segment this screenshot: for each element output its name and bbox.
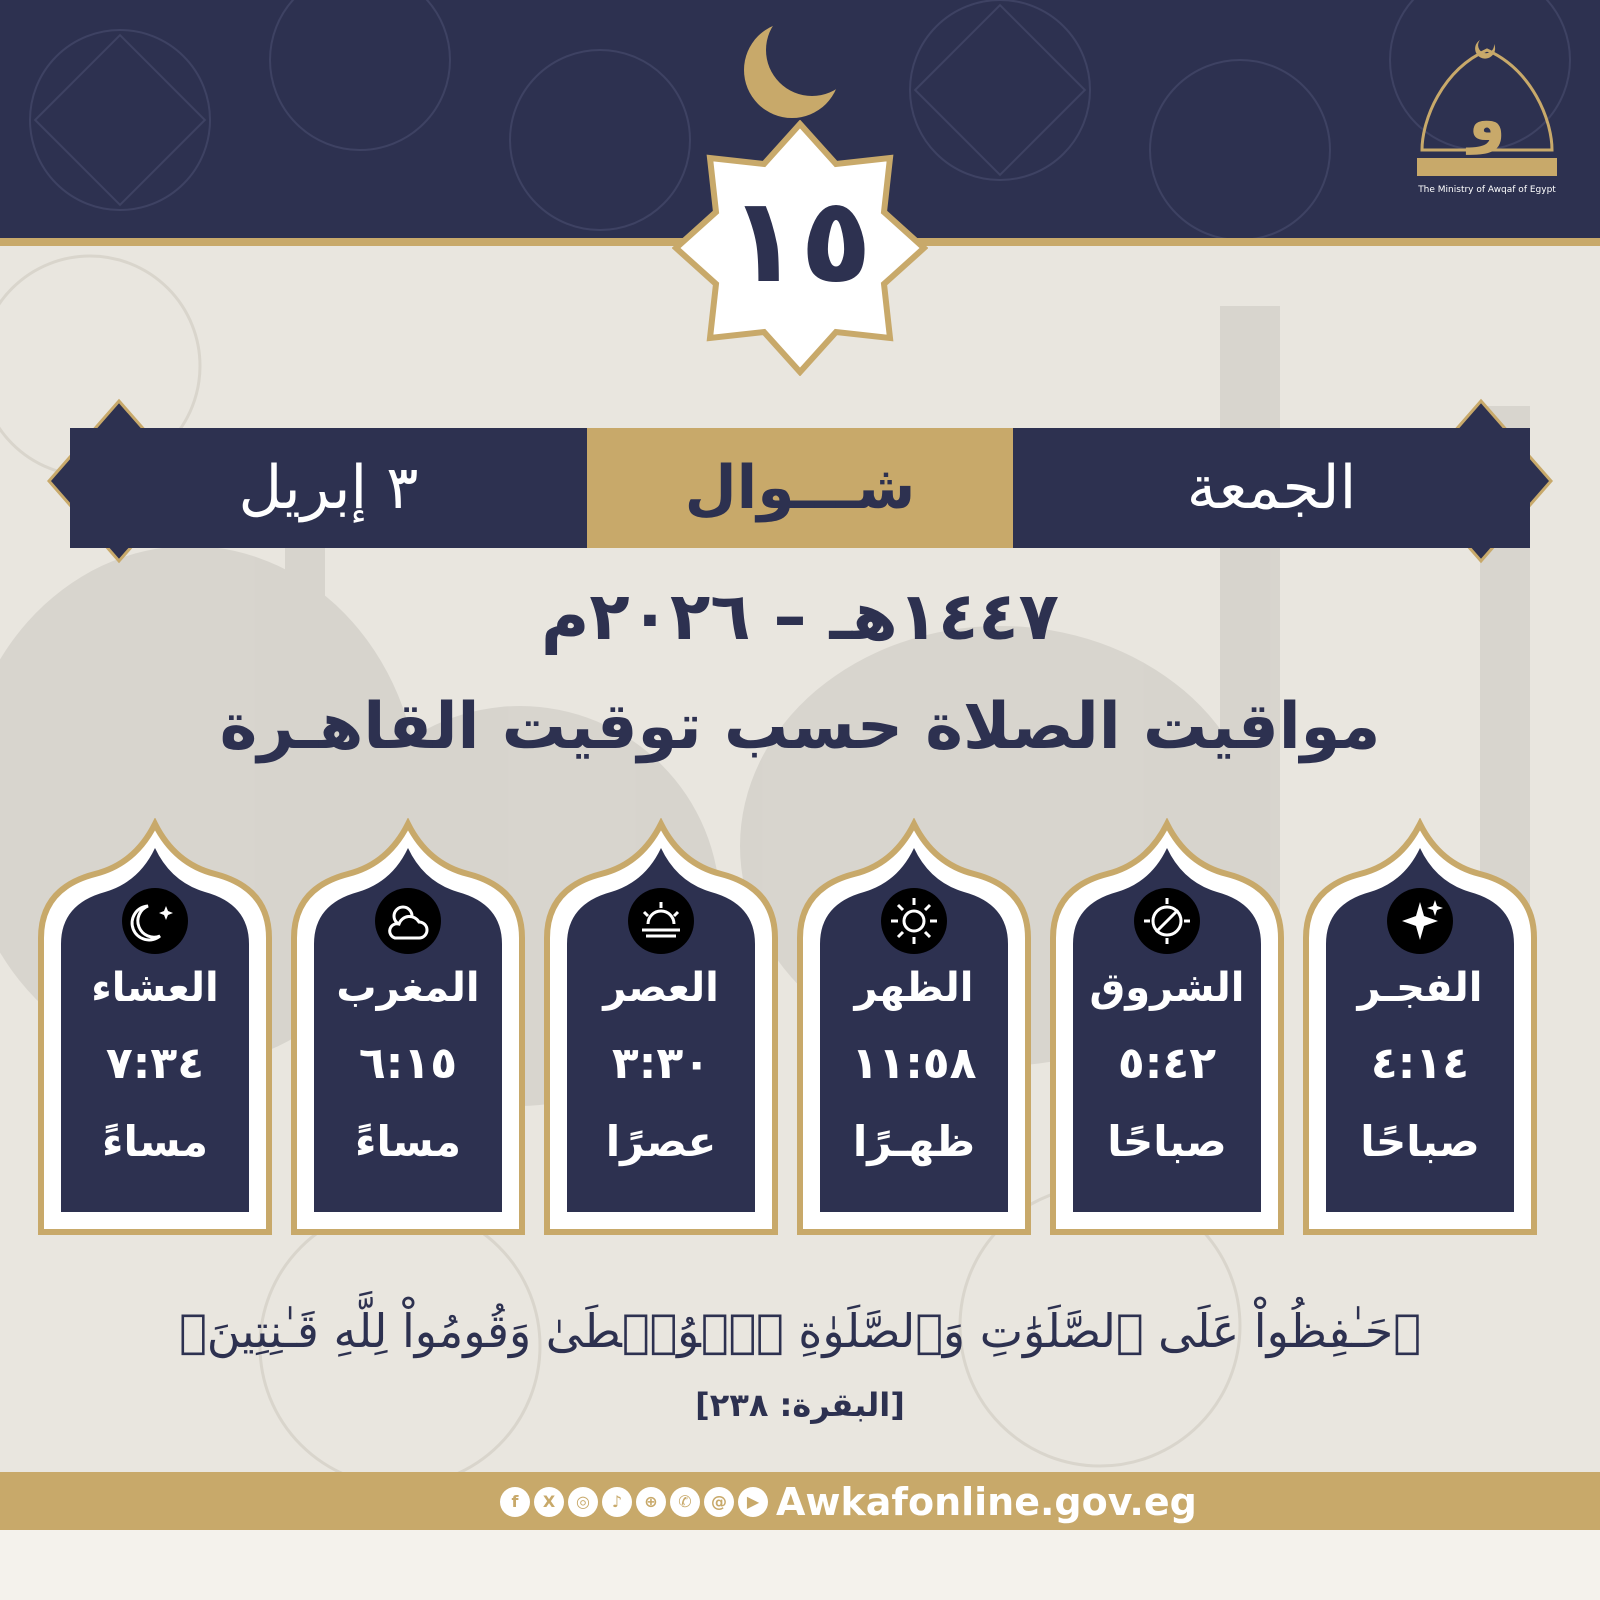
prayer-period: صباحًا: [1107, 1117, 1227, 1166]
web-icon[interactable]: ⊕: [636, 1487, 666, 1517]
svg-text:و: و: [1468, 85, 1506, 155]
prayer-period: عصرًا: [605, 1117, 717, 1166]
website-link[interactable]: Awkafonline.gov.eg: [776, 1480, 1197, 1524]
prayer-card: [35, 818, 275, 1238]
gregorian-date-box: [70, 428, 587, 548]
sunrise-icon: [1134, 888, 1200, 954]
social-bar: [500, 1482, 1197, 1522]
prayer-period: صباحًا: [1360, 1117, 1480, 1166]
prayer-card: [541, 818, 781, 1238]
prayer-name: العشاء: [91, 965, 219, 1011]
prayer-time: ٤:١٤: [1370, 1038, 1470, 1089]
day-number: ١٥: [727, 171, 873, 309]
card-frame: [288, 818, 528, 1238]
prayer-card: [288, 818, 528, 1238]
card-frame: [794, 818, 1034, 1238]
facebook-icon[interactable]: f: [500, 1487, 530, 1517]
youtube-icon[interactable]: ▶: [738, 1487, 768, 1517]
prayer-period: ظهـرًا: [852, 1117, 976, 1166]
whatsapp-icon[interactable]: ✆: [670, 1487, 700, 1517]
verse-reference: [البقرة: ٢٣٨]: [695, 1386, 905, 1424]
prayer-name: المغرب: [336, 965, 480, 1011]
crescent-icon: [740, 12, 860, 122]
stars-icon: [1387, 888, 1453, 954]
sunset-icon: [628, 888, 694, 954]
prayer-card: [1300, 818, 1540, 1238]
hijri-month: شـــوال: [684, 453, 916, 523]
hijri-month-box: [587, 428, 1013, 548]
prayer-time: ٧:٣٤: [105, 1038, 205, 1089]
sun-icon: [881, 888, 947, 954]
prayer-name: الظهر: [854, 965, 974, 1011]
prayer-name: الشروق: [1089, 965, 1245, 1011]
prayer-name: العصر: [603, 965, 719, 1011]
prayer-period: مساءً: [102, 1117, 208, 1166]
gregorian-date: ٣ إبريل: [238, 453, 419, 523]
x-icon[interactable]: X: [534, 1487, 564, 1517]
svg-text:The Ministry of Awqaf of Egypt: The Ministry of Awqaf of Egypt: [1418, 185, 1556, 195]
prayer-time: ٥:٤٢: [1117, 1038, 1217, 1089]
tiktok-icon[interactable]: ♪: [602, 1487, 632, 1517]
card-frame: [1300, 818, 1540, 1238]
prayer-card: [794, 818, 1034, 1238]
instagram-icon[interactable]: ◎: [568, 1487, 598, 1517]
prayer-time: ١١:٥٨: [851, 1038, 977, 1089]
moon-stars-icon: [122, 888, 188, 954]
prayer-name: الفجـر: [1357, 965, 1483, 1011]
prayer-time: ٦:١٥: [358, 1038, 458, 1089]
cloud-sun-icon: [375, 888, 441, 954]
prayer-card: [1047, 818, 1287, 1238]
footer-pattern: [0, 1530, 1600, 1600]
card-frame: [1047, 818, 1287, 1238]
card-frame: [35, 818, 275, 1238]
weekday: الجمعة: [1186, 453, 1357, 523]
prayer-time: ٣:٣٠: [611, 1038, 711, 1089]
year-line: ١٤٤٧هـ – ٢٠٢٦م: [541, 578, 1059, 655]
quran-verse: ﴿حَـٰفِظُواْ عَلَى ٱلصَّلَوَٰتِ وَٱلصَّلَوٰةِ ٱلۡوُسۡطَىٰ وَقُومُواْ لِلَّهِ قَـٰنِتِينَ﴾: [179, 1304, 1421, 1358]
threads-icon[interactable]: @: [704, 1487, 734, 1517]
prayer-period: مساءً: [355, 1117, 461, 1166]
card-frame: [541, 818, 781, 1238]
ministry-logo: [1412, 30, 1562, 200]
weekday-box: [1013, 428, 1530, 548]
page-title: مواقيت الصلاة حسب توقيت القاهـرة: [219, 690, 1381, 764]
